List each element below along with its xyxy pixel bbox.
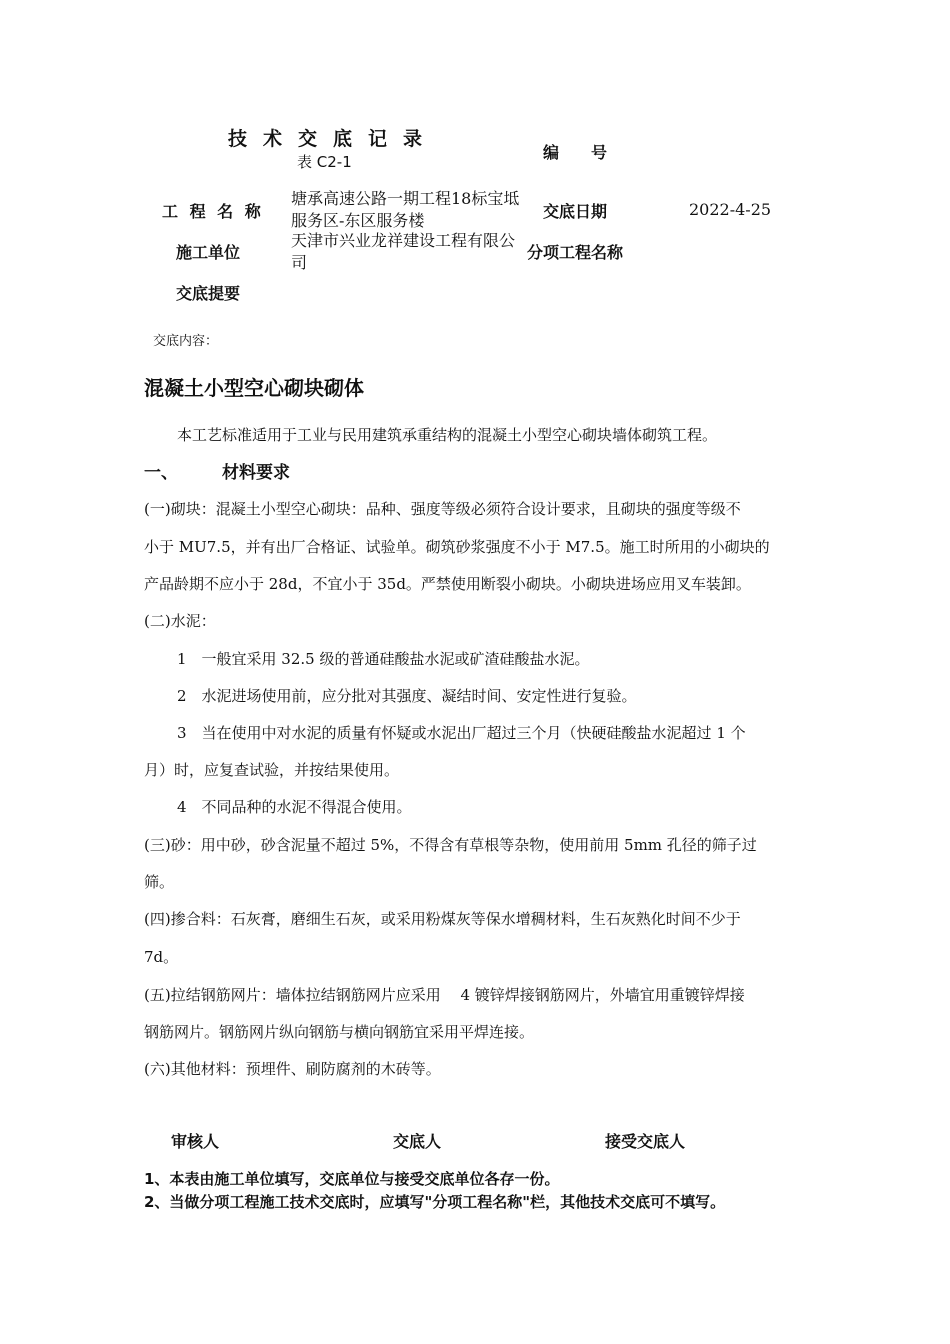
footnote-2: 2、当做分项工程施工技术交底时，应填写"分项工程名称"栏，其他技术交底可不填写。 [144, 1193, 726, 1211]
content-heading: 混凝土小型空心砌块砌体 [144, 376, 364, 400]
body-line: (五)拉结钢筋网片：墙体拉结钢筋网片应采用 4 镀锌焊接钢筋网片，外墙宜用重镀锌焊接 [144, 986, 745, 1004]
project-name-value: 塘承高速公路一期工程18标宝坻服务区-东区服务楼 [291, 189, 520, 230]
discloser-label: 交底人 [393, 1132, 442, 1151]
body-line: 2 水泥进场使用前，应分批对其强度、凝结时间、安定性进行复验。 [177, 687, 637, 705]
body-line: 1 一般宜采用 32.5 级的普通硅酸盐水泥或矿渣硅酸盐水泥。 [177, 650, 590, 668]
number-label: 编 号 [543, 143, 608, 162]
body-line: 产品龄期不应小于 28d，不宜小于 35d。严禁使用断裂小砌块。小砌块进场应用叉车装卸。 [144, 575, 751, 593]
body-line: 3 当在使用中对水泥的质量有怀疑或水泥出厂超过三个月（快硬硅酸盐水泥超过 1 个 [177, 724, 746, 742]
body-line: 小于 MU7.5，并有出厂合格证、试验单。砌筑砂浆强度不小于 M7.5。施工时所用的小砌块的 [144, 538, 770, 556]
date-label: 交底日期 [543, 202, 608, 221]
content-label: 交底内容： [153, 334, 219, 349]
body-line: (一)砌块：混凝土小型空心砌块：品种、强度等级必须符合设计要求，且砌块的强度等级不 [144, 500, 741, 518]
body-line: 4 不同品种的水泥不得混合使用。 [177, 798, 412, 816]
footnote-1: 1、本表由施工单位填写，交底单位与接受交底单位各存一份。 [144, 1170, 560, 1188]
section-number: 一、 [144, 463, 178, 483]
form-number: 表 C2-1 [297, 153, 352, 171]
body-line: 月）时，应复查试验，并按结果使用。 [144, 761, 400, 779]
contractor-label: 施工单位 [176, 243, 241, 262]
body-line: 7d。 [144, 948, 179, 966]
summary-label: 交底提要 [176, 284, 241, 303]
section-title: 材料要求 [222, 463, 290, 483]
body-line: 筛。 [144, 873, 175, 891]
project-name-label: 工 程 名 称 [162, 202, 264, 221]
receiver-label: 接受交底人 [605, 1132, 686, 1151]
subitem-label: 分项工程名称 [527, 243, 624, 262]
contractor-value: 天津市兴业龙祥建设工程有限公司 [291, 231, 516, 272]
intro-paragraph: 本工艺标准适用于工业与民用建筑承重结构的混凝土小型空心砌块墙体砌筑工程。 [177, 426, 718, 444]
body-line: (二)水泥： [144, 612, 216, 630]
body-line: (四)掺合料：石灰膏，磨细生石灰，或采用粉煤灰等保水增稠材料，生石灰熟化时间不少于 [144, 910, 741, 928]
body-line: 钢筋网片。钢筋网片纵向钢筋与横向钢筋宜采用平焊连接。 [144, 1023, 535, 1041]
date-value: 2022-4-25 [689, 200, 772, 219]
reviewer-label: 审核人 [171, 1132, 220, 1151]
body-line: (六)其他材料：预埋件、刷防腐剂的木砖等。 [144, 1060, 441, 1078]
body-line: (三)砂：用中砂，砂含泥量不超过 5%，不得含有草根等杂物，使用前用 5mm 孔径的筛子过 [144, 836, 757, 854]
document-title: 技术交底记录 [228, 128, 439, 150]
